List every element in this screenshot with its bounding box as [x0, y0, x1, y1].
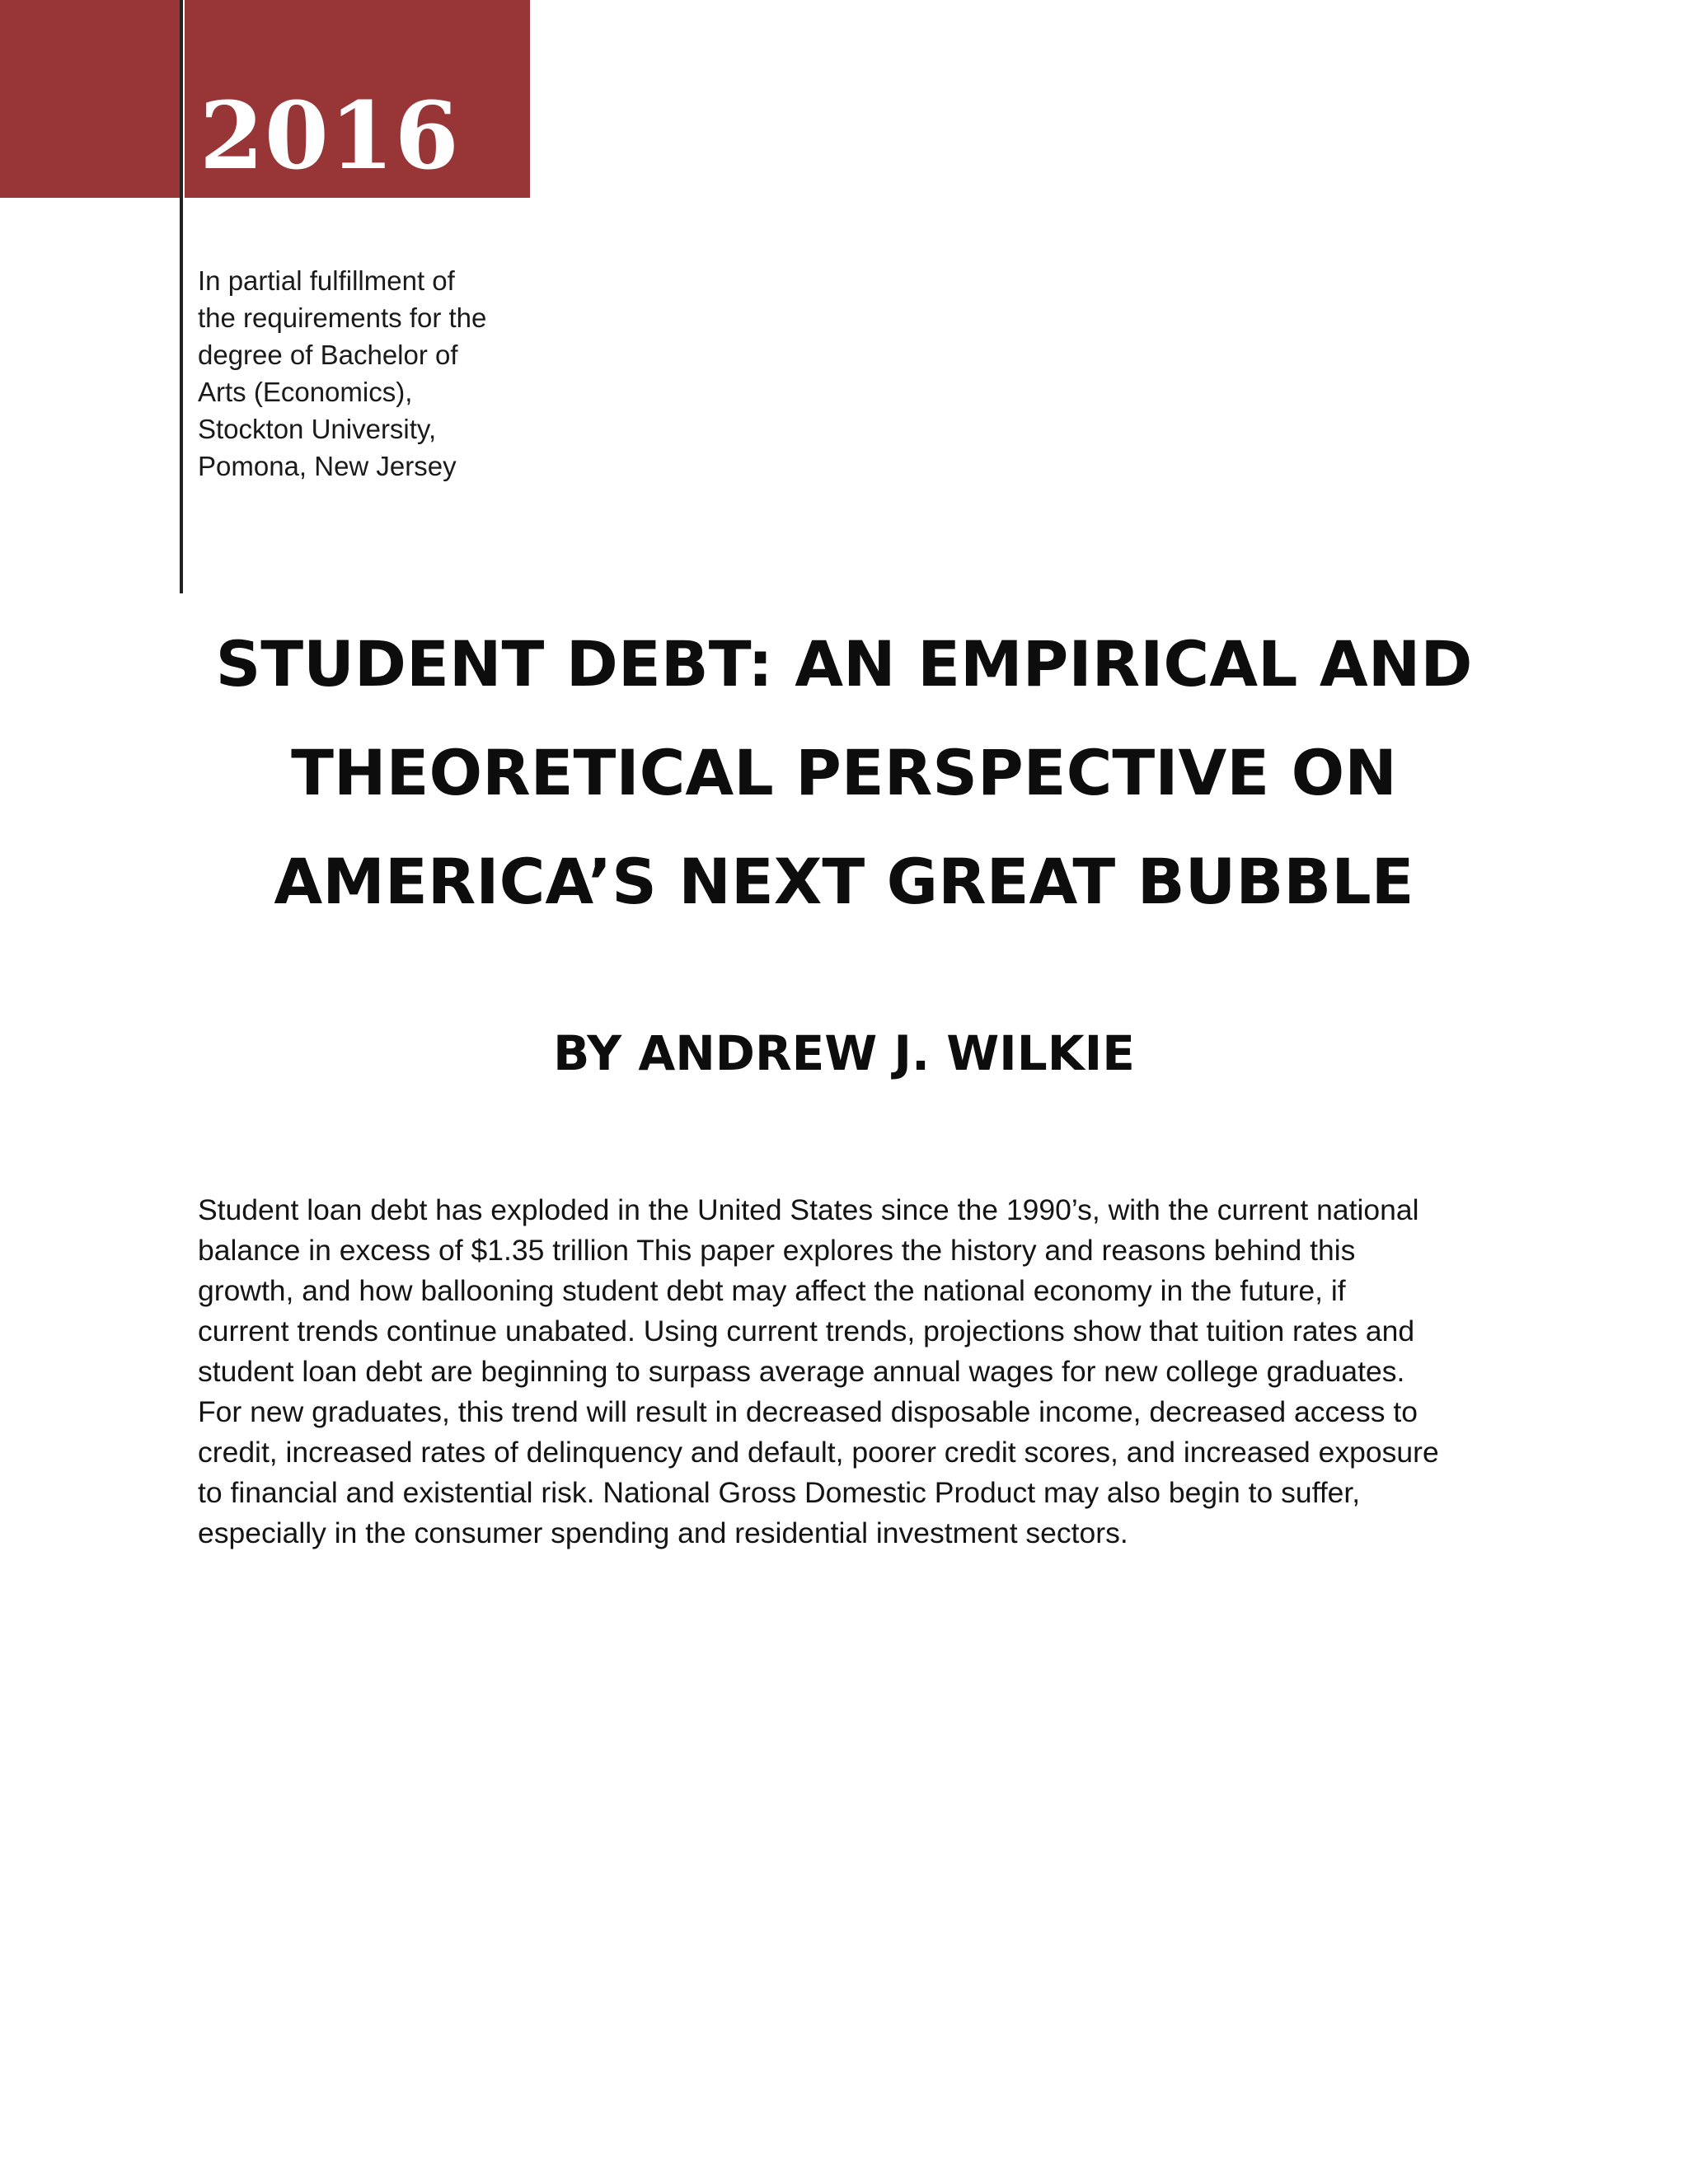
title-line: STUDENT DEBT: AN EMPIRICAL AND	[215, 627, 1473, 701]
note-line: Stockton University,	[198, 414, 437, 444]
note-line: In partial fulfillment of	[198, 265, 455, 296]
vertical-divider	[180, 0, 183, 593]
fulfillment-note	[198, 262, 528, 485]
author-byline: BY ANDREW J. WILKIE	[553, 1025, 1135, 1081]
note-line: Arts (Economics),	[198, 377, 413, 407]
abstract-line: growth, and how ballooning student debt may affect the national economy in the future, if	[198, 1274, 1346, 1307]
banner-left-block	[0, 0, 180, 198]
title-line: AMERICA’S NEXT GREAT BUBBLE	[274, 845, 1414, 918]
abstract-paragraph	[198, 1190, 1533, 1554]
abstract-line: For new graduates, this trend will result in decreased disposable income, decreased access to	[198, 1395, 1418, 1428]
cover-year: 2016	[199, 82, 460, 190]
abstract-line: credit, increased rates of delinquency and default, poorer credit scores, and increased exposure	[198, 1436, 1439, 1469]
abstract-line: balance in excess of $1.35 trillion This paper explores the history and reasons behind this	[198, 1234, 1356, 1267]
document-title	[0, 610, 1688, 936]
note-line: degree of Bachelor of	[198, 340, 458, 370]
abstract-line: student loan debt are beginning to surpass average annual wages for new college graduates.	[198, 1355, 1405, 1388]
note-line: the requirements for the	[198, 302, 487, 333]
abstract-line: Student loan debt has exploded in the United States since the 1990’s, with the current national	[198, 1193, 1419, 1226]
abstract-line: current trends continue unabated. Using current trends, projections show that tuition rates and	[198, 1315, 1415, 1347]
title-line: THEORETICAL PERSPECTIVE ON	[291, 736, 1397, 809]
note-line: Pomona, New Jersey	[198, 451, 457, 481]
abstract-line: to financial and existential risk. National Gross Domestic Product may also begin to suffer,	[198, 1476, 1361, 1509]
abstract-line: especially in the consumer spending and residential investment sectors.	[198, 1516, 1128, 1549]
